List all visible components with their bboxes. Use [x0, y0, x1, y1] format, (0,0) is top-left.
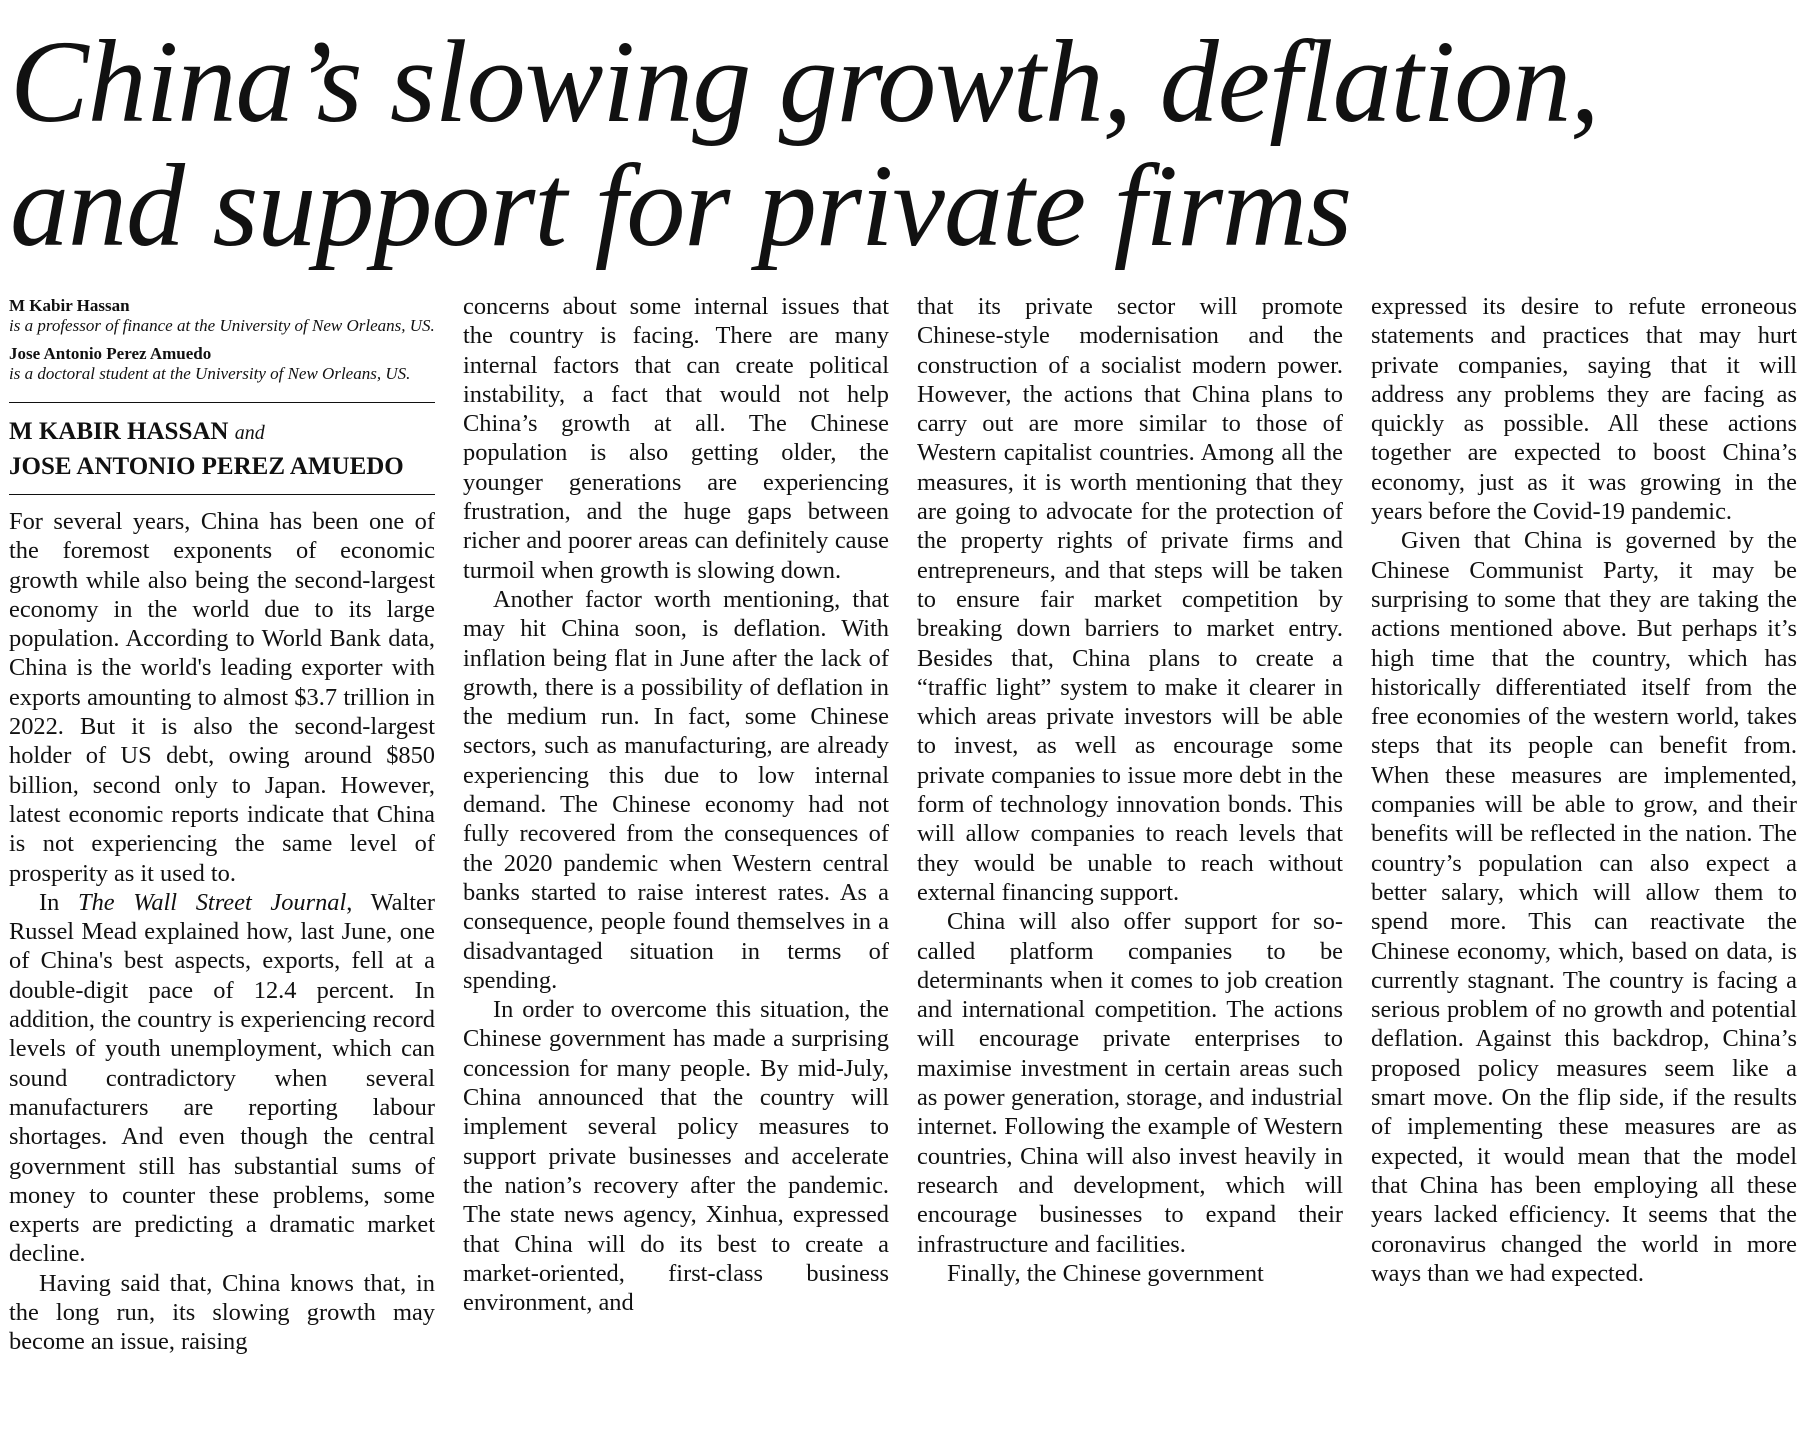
headline-line-1: China’s slowing growth, deflation,: [10, 16, 1599, 147]
article-paragraph: In order to overcome this situation, the Chinese government has made a surprising concession for many people. By mid-July, China announced that the country will implement several policy measures to support private businesses and accelerate the nation’s recovery after the pandemic. The state news agency, Xinhua, expressed that China will do its best to create a market-oriented, first-class business environment, and: [463, 996, 889, 1317]
article-paragraph-continued: that its private sector will promote Chinese-style modernisation and the construction of a socialist modern power. However, the actions that China plans to carry out are more similar to those of Western capitalist countries. Among all the measures, it is worth mentioning that they are going to advocate for the protection of the property rights of private firms and entrepreneurs, and that steps will be taken to ensure fair market competition by breaking down barriers to market entry. Besides that, China plans to create a “traffic light” system to make it clearer in which areas private investors will be able to invest, as well as encourage some private companies to issue more debt in the form of technology innovation bonds. This will allow companies to reach levels that they would be unable to reach without external financing support.: [917, 293, 1343, 906]
headline-line-2: and support for private firms: [10, 140, 1352, 271]
publication-name: The Wall Street Journal: [78, 888, 347, 916]
article-column-2: [463, 292, 889, 1442]
article-column-3: [917, 292, 1343, 1442]
byline-rule-bottom: [9, 494, 435, 495]
author-bio-name: Jose Antonio Perez Amuedo: [9, 344, 212, 363]
headline: [10, 16, 1790, 271]
article-paragraph: China will also offer support for so-called platform companies to be determinants when it comes to job creation and international competition. The actions will encourage private enterprises to maximise investment in certain areas such as power generation, storage, and industrial internet. Following the example of Western countries, China will also invest heavily in research and development, which will encourage businesses to expand their infrastructure and facilities.: [917, 908, 1343, 1258]
byline-conjunction: and: [234, 422, 265, 444]
byline-rule-top: [9, 402, 435, 403]
article-paragraph: Having said that, China knows that, in the long run, its slowing growth may become an issue, raising: [9, 1269, 435, 1356]
byline-author-1: M KABIR HASSAN: [9, 418, 229, 445]
article-paragraph: In The Wall Street Journal, Walter Russel Mead explained how, last June, one of China's best aspects, exports, fell at a double-digit pace of 12.4 percent. In addition, the country is experiencing record levels of youth unemployment, which can sound contradictory when several manufacturers are reporting labour shortages. And even though the central government still has substantial sums of money to counter these problems, some experts are predicting a dramatic market decline.: [9, 888, 435, 1268]
author-bio-name: M Kabir Hassan: [9, 296, 130, 315]
article-paragraph-continued: concerns about some internal issues that the country is facing. There are many internal factors that can create political instability, a fact that would not help China’s growth at all. The Chinese population is also getting older, the younger generations are experiencing frustration, and the huge gaps between richer and poorer areas can definitely cause turmoil when growth is slowing down.: [463, 293, 889, 584]
author-bio-description: is a doctoral student at the University of New Orleans, US.: [9, 364, 411, 383]
byline-author-2: JOSE ANTONIO PEREZ AMUEDO: [9, 453, 404, 480]
article-column-1: [9, 296, 435, 1446]
article-column-4: [1371, 292, 1797, 1442]
byline: [9, 415, 435, 484]
article-paragraph-continued: expressed its desire to refute erroneous statements and practices that may hurt private companies, saying that it will address any problems they are facing as quickly as possible. All these actions together are expected to boost China’s economy, just as it was growing in the years before the Covid-19 pandemic.: [1371, 293, 1797, 526]
article-paragraph: Given that China is governed by the Chinese Communist Party, it may be surprising to some that they are taking the actions mentioned above. But perhaps it’s high time that the country, which has historically differentiated itself from the free economies of the western world, takes steps that its people can benefit from. When these measures are implemented, companies will be able to grow, and their benefits will be reflected in the nation. The country’s population can also expect a better salary, which will allow them to spend more. This can reactivate the Chinese economy, which, based on data, is currently stagnant. The country is facing a serious problem of no growth and potential deflation. Against this backdrop, China’s proposed policy measures seem like a smart move. On the flip side, if the results of implementing these measures are as expected, it would mean that the model that China has been employing all these years lacked efficiency. It seems that the coronavirus changed the world in more ways than we had expected.: [1371, 527, 1797, 1287]
article-paragraph: Finally, the Chinese government: [947, 1259, 1264, 1287]
article-paragraph: Another factor worth mentioning, that may hit China soon, is deflation. With inflation being flat in June after the lack of growth, there is a possibility of deflation in the medium run. In fact, some Chinese sectors, such as manufacturing, are already experiencing this due to low internal demand. The Chinese economy had not fully recovered from the consequences of the 2020 pandemic when Western central banks started to raise interest rates. As a consequence, people found themselves in a disadvantaged situation in terms of spending.: [463, 585, 889, 994]
article-paragraph: For several years, China has been one of the foremost exponents of economic growth while also being the second-largest economy in the world due to its large population. According to World Bank data, China is the world's leading exporter with exports amounting to almost $3.7 trillion in 2022. But it is also the second-largest holder of US debt, owing around $850 billion, second only to Japan. However, latest economic reports indicate that China is not experiencing the same level of prosperity as it used to.: [9, 508, 435, 887]
author-bio-description: is a professor of finance at the University of New Orleans, US.: [9, 316, 435, 335]
author-bios: [9, 296, 435, 384]
